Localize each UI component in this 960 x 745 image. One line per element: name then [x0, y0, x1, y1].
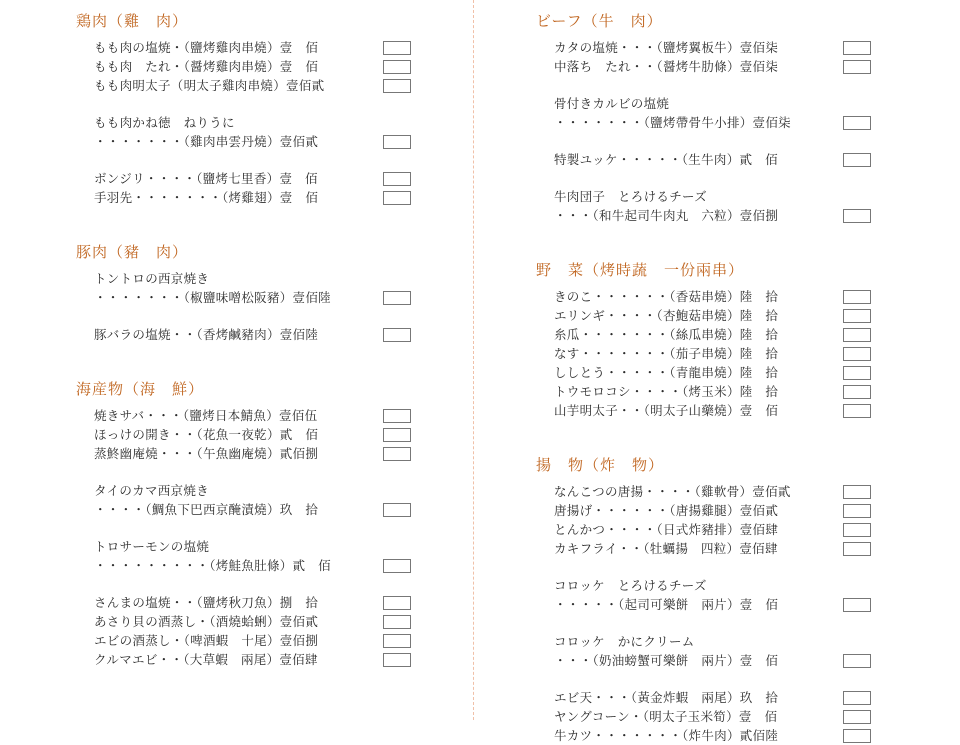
menu-item-label: エビの酒蒸し・（啤酒蝦 十尾）壹佰捌 — [94, 633, 319, 648]
menu-item — [76, 444, 416, 463]
menu-item — [76, 406, 416, 425]
menu-item-label: ほっけの開き・・（花魚一夜乾）貳 佰 — [94, 427, 319, 442]
menu-item — [536, 482, 876, 501]
menu-item-label: 中落ち たれ・・（醤烤牛肋條）壹佰柒 — [554, 59, 779, 74]
menu-item — [76, 288, 416, 307]
order-quantity-box[interactable] — [383, 615, 411, 629]
menu-item — [536, 38, 876, 57]
menu-section — [536, 259, 876, 420]
menu-item — [76, 38, 416, 57]
menu-column-left — [76, 10, 416, 669]
menu-item-label: もも肉明太子（明太子雞肉串燒）壹佰貳 — [94, 78, 325, 93]
menu-item-label: 蒸鮗幽庵燒・・・（午魚幽庵燒）貳佰捌 — [94, 446, 319, 461]
order-quantity-box[interactable] — [843, 309, 871, 323]
order-quantity-box[interactable] — [843, 729, 871, 743]
section-title: ビーフ（牛 肉） — [536, 12, 663, 30]
menu-item-label: 山芋明太子・・（明太子山藥燒）壹 佰 — [554, 403, 779, 418]
menu-item-label: 骨付きカルビの塩焼 — [554, 96, 670, 111]
menu-item-label: ・・・・・（起司可樂餅 兩片）壹 佰 — [554, 597, 779, 612]
menu-item — [76, 325, 416, 344]
menu-item-label: トロサーモンの塩焼 — [94, 539, 210, 554]
menu-item — [536, 726, 876, 745]
menu-item — [76, 425, 416, 444]
menu-item — [76, 537, 416, 556]
menu-item — [536, 651, 876, 670]
order-quantity-box[interactable] — [383, 135, 411, 149]
order-quantity-box[interactable] — [383, 447, 411, 461]
menu-item — [536, 206, 876, 225]
menu-section — [536, 10, 876, 225]
menu-item — [536, 539, 876, 558]
section-title: 揚 物（炸 物） — [536, 456, 665, 474]
section-title: 野 菜（烤時蔬 一份兩串） — [536, 261, 745, 279]
menu-item-label: ・・・・・・・・・（烤鮭魚肚條）貳 佰 — [94, 558, 331, 573]
menu-item-label: ・・・（和牛起司牛肉丸 六粒）壹佰捌 — [554, 208, 779, 223]
order-quantity-box[interactable] — [383, 634, 411, 648]
menu-item — [536, 306, 876, 325]
order-quantity-box[interactable] — [843, 542, 871, 556]
menu-item — [76, 612, 416, 631]
menu-item-label: ボンジリ・・・・（鹽烤七里香）壹 佰 — [94, 171, 318, 186]
menu-item — [536, 401, 876, 420]
menu-item-label: ヤングコーン・（明太子玉米筍）壹 佰 — [554, 709, 778, 724]
menu-item — [76, 57, 416, 76]
menu-item — [536, 576, 876, 595]
menu-item — [536, 595, 876, 614]
order-quantity-box[interactable] — [383, 653, 411, 667]
section-title: 海産物（海 鮮） — [76, 380, 205, 398]
menu-item — [76, 556, 416, 575]
menu-item-label: 糸瓜・・・・・・・（絲瓜串燒）陸 拾 — [554, 327, 779, 342]
order-quantity-box[interactable] — [843, 60, 871, 74]
order-quantity-box[interactable] — [383, 172, 411, 186]
menu-item — [536, 501, 876, 520]
menu-item — [536, 632, 876, 651]
order-quantity-box[interactable] — [843, 328, 871, 342]
order-quantity-box[interactable] — [843, 598, 871, 612]
menu-item — [536, 187, 876, 206]
menu-column-right — [536, 10, 876, 745]
menu-item-label: 豚バラの塩焼・・（香烤鹹豬肉）壹佰陸 — [94, 327, 319, 342]
menu-item — [76, 169, 416, 188]
order-quantity-box[interactable] — [843, 290, 871, 304]
menu-item-label: エリンギ・・・・（杏鮑菇串燒）陸 拾 — [554, 308, 779, 323]
menu-item — [536, 688, 876, 707]
menu-item-label: さんまの塩焼・・（鹽烤秋刀魚）捌 拾 — [94, 595, 319, 610]
order-quantity-box[interactable] — [383, 191, 411, 205]
order-quantity-box[interactable] — [843, 654, 871, 668]
menu-item-label: 特製ユッケ・・・・・（生牛肉）貳 佰 — [554, 152, 778, 167]
order-quantity-box[interactable] — [843, 116, 871, 130]
order-quantity-box[interactable] — [383, 409, 411, 423]
menu-item-label: もも肉 たれ・（醤烤雞肉串燒）壹 佰 — [94, 59, 319, 74]
menu-item-label: ・・・（奶油螃蟹可樂餅 兩片）壹 佰 — [554, 653, 779, 668]
menu-item-label: ・・・・・・・（雞肉串雲丹燒）壹佰貳 — [94, 134, 319, 149]
order-quantity-box[interactable] — [383, 41, 411, 55]
order-quantity-box[interactable] — [843, 485, 871, 499]
order-quantity-box[interactable] — [843, 385, 871, 399]
order-quantity-box[interactable] — [843, 366, 871, 380]
menu-item-label: ・・・・・・・（椒鹽味噌松阪豬）壹佰陸 — [94, 290, 331, 305]
menu-section — [76, 378, 416, 669]
menu-item — [536, 325, 876, 344]
menu-item-label: もも肉かね徳 ねりうに — [94, 115, 235, 130]
menu-item — [536, 707, 876, 726]
order-quantity-box[interactable] — [383, 60, 411, 74]
order-quantity-box[interactable] — [843, 209, 871, 223]
menu-item-label: とんかつ・・・・（日式炸豬排）壹佰肆 — [554, 522, 779, 537]
order-quantity-box[interactable] — [383, 503, 411, 517]
menu-item-label: トウモロコシ・・・・（烤玉米）陸 拾 — [554, 384, 779, 399]
menu-item-label: なんこつの唐揚・・・・（雞軟骨）壹佰貳 — [554, 484, 791, 499]
menu-item — [76, 631, 416, 650]
menu-item — [76, 188, 416, 207]
order-quantity-box[interactable] — [383, 291, 411, 305]
order-quantity-box[interactable] — [383, 328, 411, 342]
menu-item — [536, 344, 876, 363]
menu-item — [76, 113, 416, 132]
menu-item-label: タイのカマ西京焼き — [94, 483, 209, 498]
menu-item-label: コロッケ とろけるチーズ — [554, 578, 707, 593]
menu-item — [76, 76, 416, 95]
menu-item — [76, 481, 416, 500]
menu-item-label: 唐揚げ・・・・・・（唐揚雞腿）壹佰貳 — [554, 503, 779, 518]
menu-item — [536, 382, 876, 401]
menu-item-label: 焼きサバ・・・（鹽烤日本鯖魚）壹佰伍 — [94, 408, 318, 423]
order-quantity-box[interactable] — [843, 504, 871, 518]
menu-item — [76, 650, 416, 669]
menu-item — [76, 593, 416, 612]
menu-item-label: もも肉の塩焼・（鹽烤雞肉串燒）壹 佰 — [94, 40, 319, 55]
menu-item-label: カタの塩焼・・・（鹽烤翼板牛）壹佰柒 — [554, 40, 779, 55]
menu-item-label: エビ天・・・（黃金炸蝦 兩尾）玖 拾 — [554, 690, 779, 705]
order-quantity-box[interactable] — [843, 41, 871, 55]
menu-item — [536, 150, 876, 169]
order-quantity-box[interactable] — [843, 710, 871, 724]
menu-item — [536, 94, 876, 113]
order-quantity-box[interactable] — [843, 523, 871, 537]
menu-item — [536, 113, 876, 132]
menu-item — [76, 132, 416, 151]
menu-item — [536, 57, 876, 76]
order-quantity-box[interactable] — [383, 428, 411, 442]
menu-item-label: なす・・・・・・・（茄子串燒）陸 拾 — [554, 346, 779, 361]
menu-item-label: ・・・・・・・（鹽烤帶骨牛小排）壹佰柒 — [554, 115, 791, 130]
menu-item-label: ししとう・・・・・（青龍串燒）陸 拾 — [554, 365, 779, 380]
menu-item-label: トントロの西京焼き — [94, 271, 210, 286]
menu-item — [76, 269, 416, 288]
menu-item-label: 牛肉団子 とろけるチーズ — [554, 189, 707, 204]
menu-section — [76, 241, 416, 344]
menu-item — [76, 500, 416, 519]
menu-item-label: カキフライ・・（牡蠣揚 四粒）壹佰肆 — [554, 541, 778, 556]
menu-item-label: ・・・・（鯛魚下巴西京醃漬燒）玖 拾 — [94, 502, 319, 517]
menu-item-label: 牛カツ・・・・・・・（炸牛肉）貳佰陸 — [554, 728, 779, 743]
menu-section — [536, 454, 876, 745]
column-divider — [473, 0, 474, 720]
section-title: 鶏肉（雞 肉） — [76, 12, 189, 30]
menu-item-label: あさり貝の酒蒸し・（酒燒蛤蜊）壹佰貳 — [94, 614, 319, 629]
order-quantity-box[interactable] — [383, 79, 411, 93]
order-quantity-box[interactable] — [843, 153, 871, 167]
order-quantity-box[interactable] — [843, 347, 871, 361]
order-quantity-box[interactable] — [843, 404, 871, 418]
menu-item-label: 手羽先・・・・・・・（烤雞翅）壹 佰 — [94, 190, 319, 205]
section-title: 豚肉（豬 肉） — [76, 243, 189, 261]
menu-section — [76, 10, 416, 207]
order-quantity-box[interactable] — [383, 596, 411, 610]
menu-item-label: クルマエビ・・（大草蝦 兩尾）壹佰肆 — [94, 652, 318, 667]
order-quantity-box[interactable] — [383, 559, 411, 573]
menu-item-label: コロッケ かにクリーム — [554, 634, 695, 649]
menu-item — [536, 520, 876, 539]
menu-item — [536, 363, 876, 382]
menu-item — [536, 287, 876, 306]
menu-item-label: きのこ・・・・・・（香菇串燒）陸 拾 — [554, 289, 779, 304]
order-quantity-box[interactable] — [843, 691, 871, 705]
